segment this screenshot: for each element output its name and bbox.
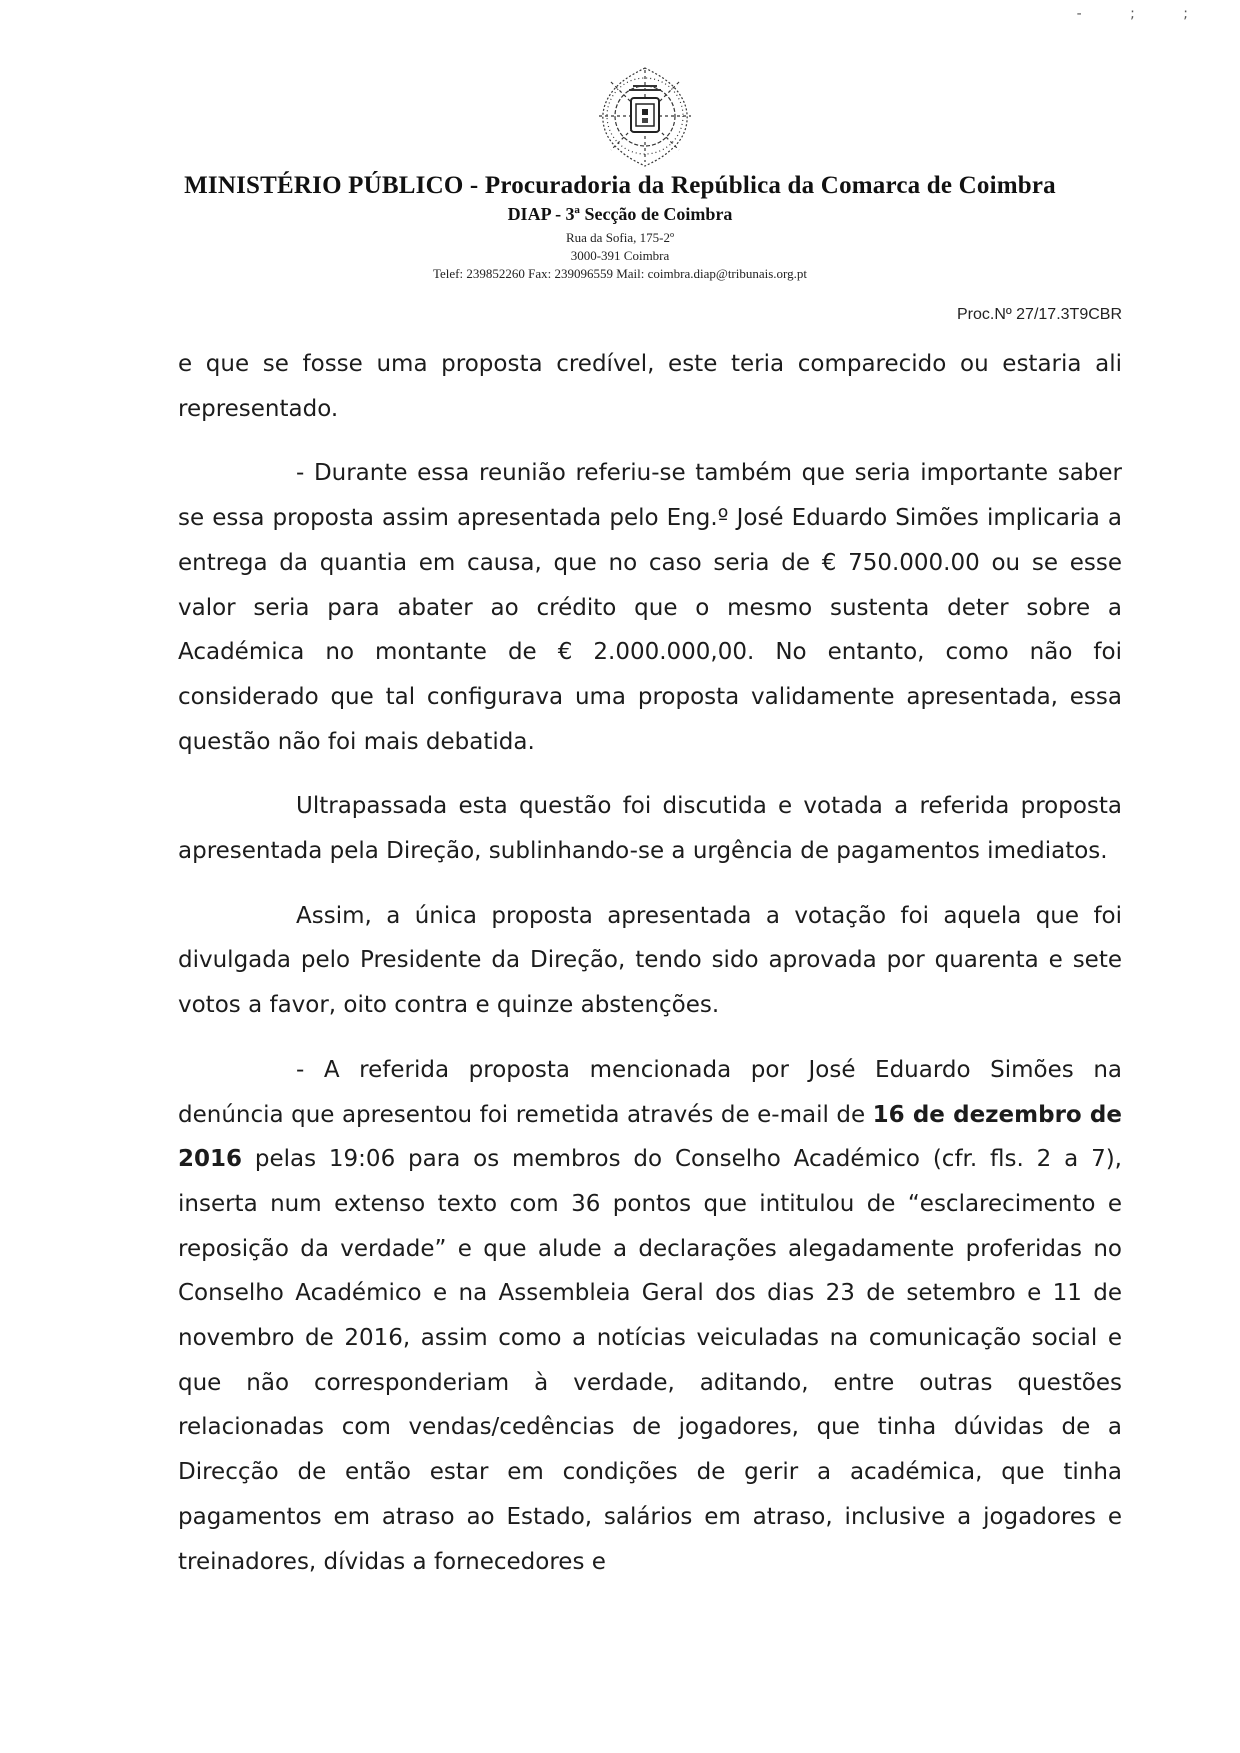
header-subtitle: DIAP - 3ª Secção de Coimbra	[507, 204, 733, 224]
header-title: MINISTÉRIO PÚBLICO - Procuradoria da República da Comarca de Coimbra	[184, 172, 1056, 199]
paragraph-4: Assim, a única proposta apresentada a votação foi aquela que foi divulgada pelo Presidente da Direção, tendo sido aprovada por quarenta e sete votos a favor, oito contra e quinze abstenções.	[178, 902, 1122, 1019]
coat-of-arms-emblem	[585, 62, 705, 172]
scan-marks: - ; ;	[1076, 6, 1210, 22]
header-address-city: 3000-391 Coimbra	[570, 248, 670, 263]
paragraph-5-rest: pelas 19:06 para os membros do Conselho Académico (cfr. fls. 2 a 7), inserta num extenso texto com 36 pontos que intitulou de “esclarecimento e reposição da verdade” e que alude a declarações alegadamente proferidas no Conselho Académico e na Assembleia Geral dos dias 23 de setembro e 11 de novembro de 2016, assim como a notícias veiculadas na comunicação social e que não corresponderiam à verdade, aditando, entre outras questões relacionadas com vendas/cedências de jogadores, que tinha dúvidas de a Direcção de então estar em condições de gerir a académica, que tinha pagamentos em atraso ao Estado, salários em atraso, inclusive a jogadores e treinadores, dívidas a fornecedores e	[178, 1146, 1122, 1575]
process-number: Proc.Nº 27/17.3T9CBR	[956, 306, 1122, 323]
paragraph-5-start: - A referida proposta mencionada por José Eduardo Simões na denúncia que apresentou foi remetida através de e-mail de	[178, 1056, 1122, 1128]
paragraph-5	[178, 1048, 1122, 1584]
paragraph-1: e que se fosse uma proposta credível, este teria comparecido ou estaria ali representado.	[178, 351, 1122, 422]
header-contact-line: Telef: 239852260 Fax: 239096559 Mail: coimbra.diap@tribunais.org.pt	[432, 266, 808, 281]
document-body	[178, 342, 1122, 1584]
paragraph-3: Ultrapassada esta questão foi discutida e votada a referida proposta apresentada pela Direção, sublinhando-se a urgência de pagamentos imediatos.	[178, 793, 1122, 865]
paragraph-2: - Durante essa reunião referiu-se também que seria importante saber se essa proposta assim apresentada pelo Eng.º José Eduardo Simões implicaria a entrega da quantia em causa, que no caso seria de € 750.000.00 ou se esse valor seria para abater ao crédito que o mesmo sustenta deter sobre a Académica no montante de € 2.000.000,00. No entanto, como não foi considerado que tal configurava uma proposta validamente apresentada, essa questão não foi mais debatida.	[178, 460, 1122, 755]
paragraph-5-date: 16 de dezembro de 2016	[178, 1101, 1122, 1173]
header-address-street: Rua da Sofia, 175-2º	[565, 230, 674, 245]
